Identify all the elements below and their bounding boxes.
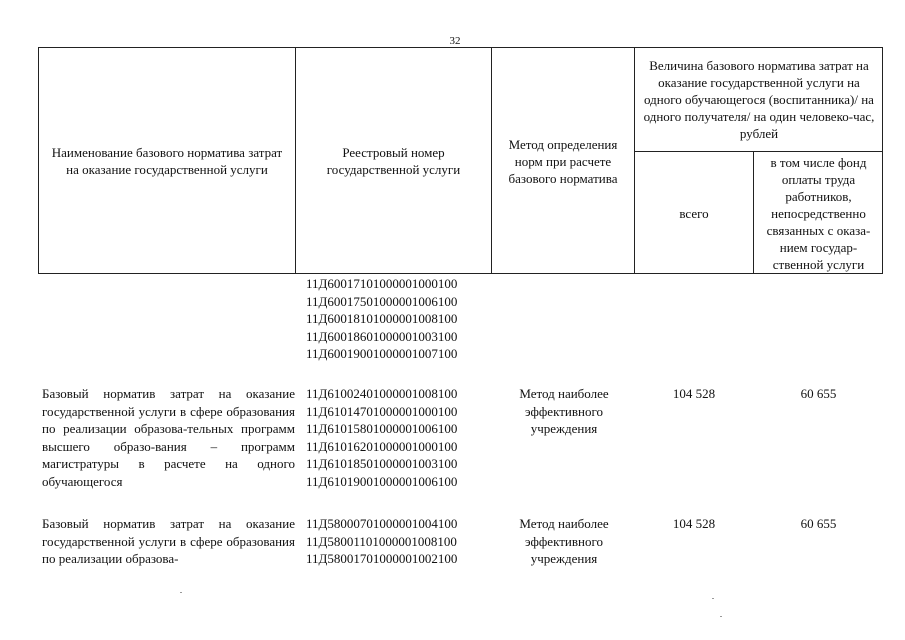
- continuation-codes: [306, 275, 491, 363]
- scan-speck: [180, 592, 182, 593]
- header-total-cell: [635, 152, 753, 274]
- page-number: 32: [449, 35, 461, 47]
- row-2-salary: 60 655: [800, 516, 837, 531]
- registry-code: 11Д60018101000001008100: [306, 311, 458, 327]
- header-salary-cell: [754, 152, 883, 274]
- header-registry-cell: [296, 48, 491, 274]
- registry-code: 11Д60019001000001007100: [306, 346, 458, 362]
- row-1-name: Базовый норматив затрат на оказание государственной услуги в сфере образования по реализации образова-тельных программ высшего образо-вания – программ магистратуры в расчете на одного обучающегося: [42, 386, 295, 489]
- header-method: Метод определения норм при расчете базового норматива: [508, 136, 618, 186]
- row-2-name: Базовый норматив затрат на оказание государственной услуги в сфере образования по реализации образова-: [42, 516, 295, 567]
- registry-code: 11Д58000701000001004100: [306, 516, 458, 531]
- header-method-cell: [492, 48, 634, 274]
- scan-speck: [720, 616, 722, 617]
- row-1-method: Метод наиболее эффективного учреждения: [519, 386, 609, 437]
- scan-speck: [712, 598, 714, 599]
- registry-code: 11Д61014701000001000100: [306, 403, 458, 419]
- header-name: Наименование базового норматива затрат на оказание государственной услуги: [51, 145, 283, 177]
- registry-code: 11Д60018601000001003100: [306, 328, 458, 344]
- registry-code: 11Д60017501000001006100: [306, 293, 458, 309]
- header-value-group: Величина базового норматива затрат на оказание государственной услуги на одного обучающегося (воспитанника)/ на одного получателя/ на один человеко-час, рублей: [643, 58, 875, 141]
- header-value-group-cell: [635, 48, 883, 151]
- row-1-codes: [306, 385, 491, 491]
- registry-code: 11Д60017101000001000100: [306, 276, 458, 291]
- row-1-salary: 60 655: [800, 386, 837, 401]
- header-total: всего: [679, 205, 709, 221]
- registry-code: 11Д61015801000001006100: [306, 421, 458, 437]
- row-2-total: 104 528: [672, 516, 716, 531]
- header-name-cell: [39, 48, 295, 274]
- header-salary: в том числе фонд оплаты труда работников, непосредственно связанных с оказа-нием государ-ственной услуги: [766, 154, 871, 272]
- row-1-total: 104 528: [672, 386, 716, 401]
- registry-code: 11Д61016201000001000100: [306, 438, 458, 454]
- registry-code: 11Д58001101000001008100: [306, 533, 457, 549]
- header-registry: Реестровый номер государственной услуги: [326, 145, 461, 177]
- registry-code: 11Д61018501000001003100: [306, 456, 458, 472]
- registry-code: 11Д61019001000001006100: [306, 473, 458, 489]
- row-2-codes: [306, 515, 491, 568]
- registry-code: 11Д61002401000001008100: [306, 386, 458, 401]
- registry-code: 11Д58001701000001002100: [306, 551, 458, 567]
- row-2-method: Метод наиболее эффективного учреждения: [519, 516, 609, 567]
